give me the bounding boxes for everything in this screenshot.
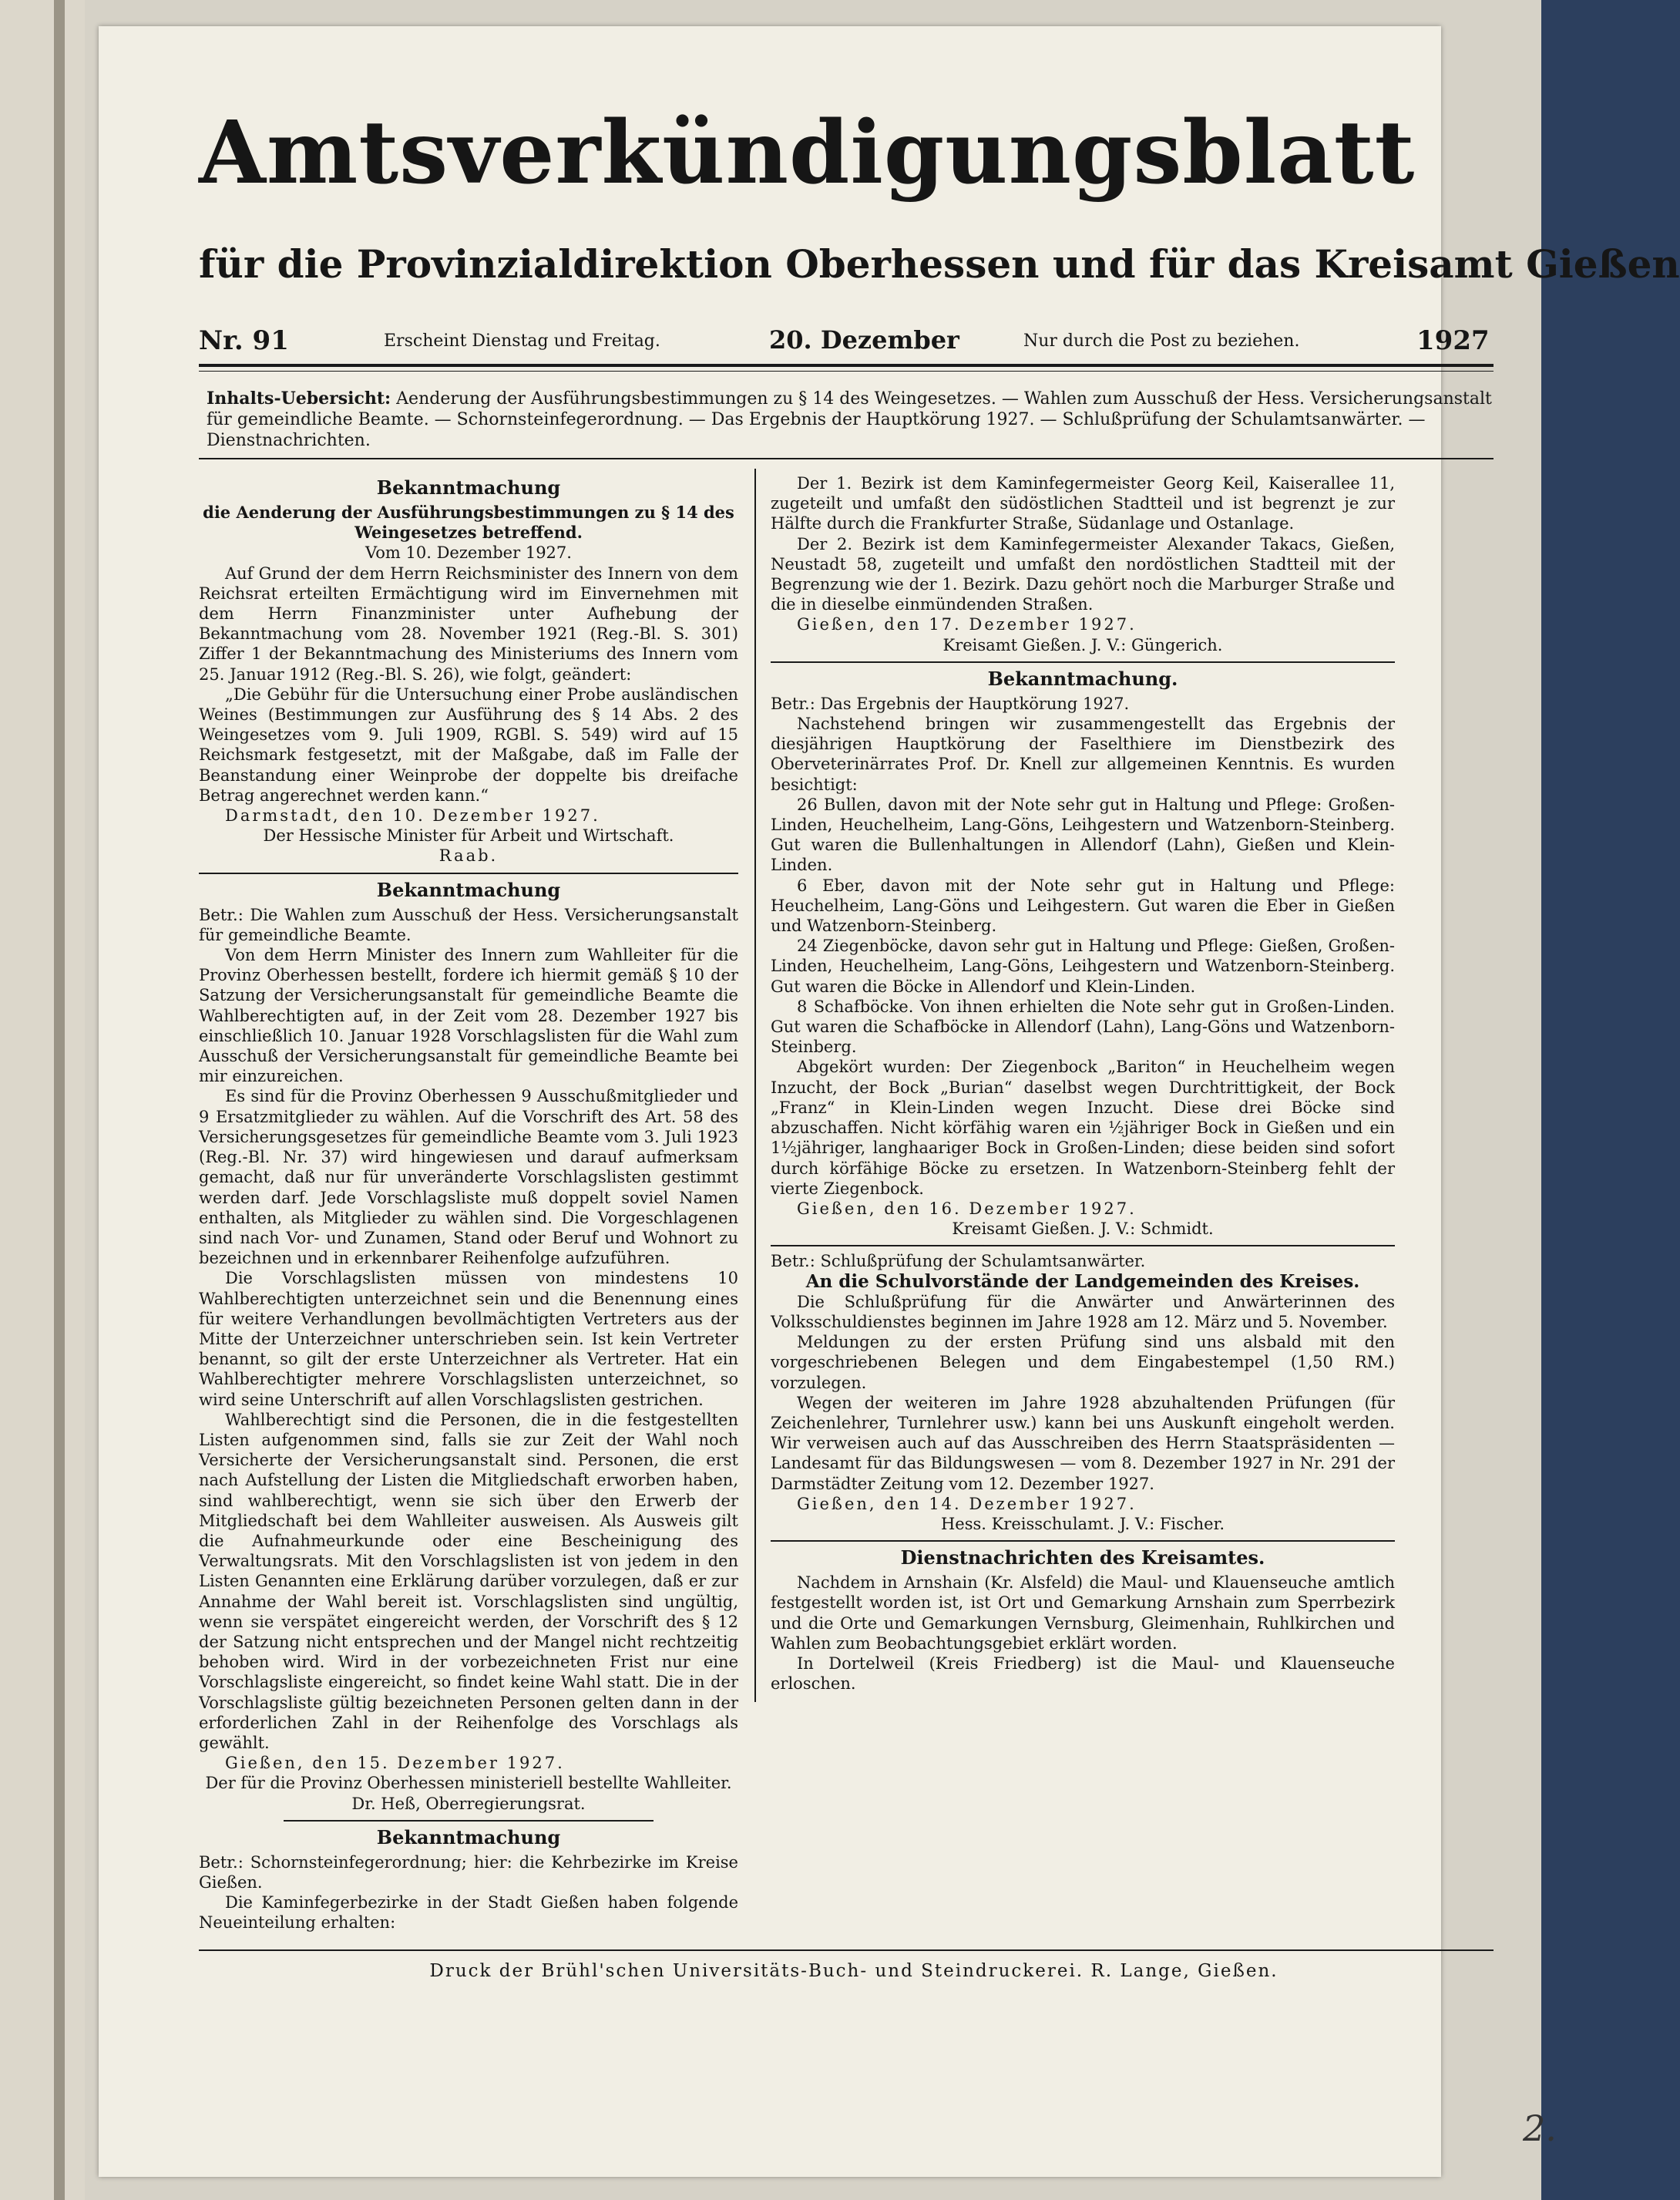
header-rule-thick <box>199 364 1494 367</box>
notice-heading: Bekanntmachung. <box>987 667 1178 690</box>
notice-paragraph: 26 Bullen, davon mit der Note sehr gut in Haltung und Pflege: Großen-Linden, Heuchelheim, Lang-Göns, Leihgestern und Watzenborn-Steinberg. Gut waren die Bullenhaltungen in Allendorf (Lahn), Gießen und Klein-Linden. <box>771 795 1395 875</box>
notice-subject: Betr.: Schornsteinfegerordnung; hier: die Kehrbezirke im Kreise Gießen. <box>199 1852 738 1892</box>
notice-paragraph: 6 Eber, davon mit der Note sehr gut in Haltung und Pflege: Heuchelheim, Lang-Göns und Leihgestern. Gut waren die Eber in Gießen und Watzenborn-Steinberg. <box>771 876 1395 936</box>
notice-teacher-exams <box>771 1251 1395 1534</box>
notice-signature: Dr. Heß, Oberregierungsrat. <box>351 1794 586 1813</box>
section-divider <box>771 1245 1395 1246</box>
notice-paragraph: In Dortelweil (Kreis Friedberg) ist die Maul- und Klauenseuche erloschen. <box>771 1653 1395 1694</box>
notice-quote: „Die Gebühr für die Untersuchung einer Probe ausländischen Weines (Bestimmungen zur Ausführung des § 14 Abs. 2 des Weingesetzes vom 9. Juli 1909, RGBl. S. 549) wird auf 15 Reichsmark festgesetzt, mit der Maßgabe, daß im Falle der Beanstandung einer Weinprobe der doppelte bis dreifache Betrag angerechnet werden kann.“ <box>199 685 738 805</box>
column-divider <box>754 469 756 1702</box>
notice-heading: Bekanntmachung <box>376 476 561 499</box>
notice-paragraph: Es sind für die Provinz Oberhessen 9 Ausschußmitglieder und 9 Ersatzmitglieder zu wählen. Auf die Vorschrift des Art. 58 des Versicherungsgesetzes für gemeindliche Beamte vom 3. Juli 1923 (Reg.-Bl. Nr. 37) wird hingewiesen und darauf aufmerksam gemacht, daß nur für unveränderte Vorschlagslisten gestimmt werden darf. Jede Vorschlagsliste muß doppelt soviel Namen enthalten, als Mitglieder zu wählen sind. Die Vorgeschlagenen sind nach Vor- und Zunamen, Stand oder Beruf und Wohnort zu bezeichnen und in erkennbarer Reihenfolge aufzuführen. <box>199 1087 738 1268</box>
notice-issuer: Der für die Provinz Oberhessen ministeriell bestellte Wahlleiter. <box>205 1774 732 1793</box>
table-of-contents <box>207 389 1494 451</box>
notice-subject: Betr.: Das Ergebnis der Hauptkörung 1927. <box>771 694 1130 713</box>
notice-place-date: Gießen, den 16. Dezember 1927. <box>797 1199 1137 1218</box>
notice-place-date: Gießen, den 17. Dezember 1927. <box>797 615 1137 634</box>
masthead-subtitle: für die Provinzialdirektion Oberhessen und für das Kreisamt Gießen <box>199 241 1680 287</box>
section-divider <box>771 661 1395 663</box>
notice-paragraph: Auf Grund der dem Herrn Reichsminister des Innern von dem Reichsrat erteilten Ermächtigung wird im Einvernehmen mit dem Herrn Finanzminister unter Aufhebung der Bekanntmachung vom 28. November 1921 (Reg.-Bl. S. 301) Ziffer 1 der Bekanntmachung des Ministeriums des Innern vom 25. Januar 1912 (Reg.-Bl. S. 26), wie folgt, geändert: <box>199 563 738 684</box>
notice-paragraph: Der 1. Bezirk ist dem Kaminfegermeister Georg Keil, Kaiserallee 11, zugeteilt und umfaßt den südöstlichen Stadtteil und ist begrenzt je zur Hälfte durch die Frankfurter Straße, Südanlage und Ostanlage. <box>771 474 1395 533</box>
notice-paragraph: Nachstehend bringen wir zusammengestellt das Ergebnis der diesjährigen Hauptkörung der Faselthiere im Dienstbezirk des Oberveterinärrates Prof. Dr. Knell zur allgemeinen Kenntnis. Es wurden besichtigt: <box>771 715 1395 794</box>
notice-livestock-inspection <box>771 668 1395 1239</box>
notice-paragraph: Von dem Herrn Minister des Innern zum Wahlleiter für die Provinz Oberhessen bestellt, fordere ich hiermit gemäß § 10 der Satzung der Versicherungsanstalt für gemeindliche Beamte die Wahlberechtigten auf, in der Zeit vom 28. Dezember 1927 bis einschließlich 10. Januar 1928 Vorschlagslisten für die Wahl zum Ausschuß der Versicherungsanstalt für gemeindliche Beamte bei mir einzureichen. <box>199 946 738 1086</box>
notice-place-date: Darmstadt, den 10. Dezember 1927. <box>225 806 600 826</box>
left-column <box>199 473 738 1933</box>
notice-wine-law <box>199 476 738 866</box>
contents-text: Aenderung der Ausführungsbestimmungen zu § 14 des Weingesetzes. — Wahlen zum Ausschuß der Hess. Versicherungsanstalt für gemeindliche Beamte. — Schornsteinfegerordnung. — Das Ergebnis der Hauptkörung 1927. — Schlußprüfung der Schulamtsanwärter. — Dienstnachrichten. <box>207 389 1492 450</box>
notice-paragraph: Nachdem in Arnshain (Kr. Alsfeld) die Maul- und Klauenseuche amtlich festgestellt worden ist, ist Ort und Gemarkung Arnshain zum Sperrbezirk und die Orte und Gemarkungen Vernsburg, Gleimenhain, Ruhlkirchen und Wahlen zum Beobachtungsgebiet erklärt worden. <box>771 1573 1395 1653</box>
notice-signature: Raab. <box>438 846 499 866</box>
page-content <box>99 26 1680 2177</box>
footer-rule <box>199 1949 1494 1951</box>
printer-imprint: Druck der Brühl'schen Universitäts-Buch- und Steindruckerei. R. Lange, Gießen. <box>429 1961 1278 1981</box>
notice-paragraph: 8 Schafböcke. Von ihnen erhielten die Note sehr gut in Großen-Linden. Gut waren die Schafböcke in Allendorf (Lahn), Lang-Göns und Watzenborn-Steinberg. <box>771 997 1395 1057</box>
issue-year: 1927 <box>1416 325 1490 356</box>
issue-frequency: Erscheint Dienstag und Freitag. <box>384 331 660 351</box>
issue-info-bar <box>199 325 1494 362</box>
notice-paragraph: 24 Ziegenböcke, davon sehr gut in Haltung und Pflege: Gießen, Großen-Linden, Heuchelheim, Lang-Göns, Leihgestern und Watzenborn-Steinberg. Gut waren die Böcke in Allendorf und Klein-Linden. <box>771 937 1395 996</box>
notice-heading: Bekanntmachung <box>376 1825 561 1848</box>
header-rule-thin <box>199 371 1494 372</box>
notice-paragraph: Die Kaminfegerbezirke in der Stadt Gießen haben folgende Neueinteilung erhalten: <box>199 1893 738 1933</box>
notice-subject: Betr.: Schlußprüfung der Schulamtsanwärter. <box>771 1252 1146 1271</box>
notice-place-date: Gießen, den 15. Dezember 1927. <box>225 1754 565 1773</box>
contents-label: Inhalts-Uebersicht: <box>207 389 391 409</box>
notice-paragraph: Die Vorschlagslisten müssen von mindestens 10 Wahlberechtigten unterzeichnet sein und die Benennung eines für weitere Verhandlungen bevollmächtigten Vertreters aus der Mitte der Unterzeichner unterschrieben sein. Ist kein Vertreter benannt, so gilt der erste Unterzeichner als Vertreter. Hat ein Wahlberechtigter mehrere Vorschlagslisten unterzeichnet, so wird seine Unterschrift auf allen Vorschlagslisten gestrichen. <box>199 1269 738 1409</box>
notice-place-date: Gießen, den 14. Dezember 1927. <box>797 1494 1137 1513</box>
notice-date: Vom 10. Dezember 1927. <box>365 543 572 563</box>
section-divider <box>771 1540 1395 1542</box>
notice-heading: Dienstnachrichten des Kreisamtes. <box>900 1546 1265 1569</box>
notice-paragraph: Meldungen zu der ersten Prüfung sind uns alsbald mit den vorgeschriebenen Belegen und dem Eingabestempel (1,50 RM.) vorzulegen. <box>771 1333 1395 1392</box>
notice-chimney-sweeps <box>199 1826 738 1933</box>
masthead-title: Amtsverkündigungsblatt <box>199 103 1416 204</box>
notice-chimney-sweeps-continued <box>771 473 1395 655</box>
notice-issuer: Der Hessische Minister für Arbeit und Wirtschaft. <box>263 826 674 846</box>
notice-paragraph: Wahlberechtigt sind die Personen, die in die festgestellten Listen aufgenommen sind, falls sie zur Zeit der Wahl noch Versicherte der Versicherungsanstalt sind. Personen, die erst nach Aufstellung der Listen die Mitgliedschaft erworben haben, sind wahlberechtigt, wenn sie sich über den Erwerb der Mitgliedschaft bei dem Wahlleiter ausweisen. Als Ausweis gilt die Aufnahmeurkunde oder eine Bescheinigung des Verwaltungsrats. Mit den Vorschlagslisten ist von jedem in den Listen Genannten eine Erklärung darüber vorzulegen, daß er zur Annahme der Wahl bereit ist. Vorschlagslisten sind ungültig, wenn sie verspätet eingereicht werden, der Vorschrift des § 12 der Satzung nicht entsprechen und der Mangel nicht rechtzeitig behoben wird. Wird in der vorbezeichneten Frist nur eine Vorschlagsliste eingereicht, so findet keine Wahl statt. Die in der Vorschlagsliste gültig bezeichneten Personen gelten dann in der erforderlichen Zahl in der Reihenfolge des Vorschlags als gewählt. <box>199 1410 738 1752</box>
notice-subject: Betr.: Die Wahlen zum Ausschuß der Hess. Versicherungsanstalt für gemeindliche Beamte. <box>199 905 738 944</box>
notice-paragraph: Die Schlußprüfung für die Anwärter und Anwärterinnen des Volksschuldienstes beginnen im Jahre 1928 am 12. März und 5. November. <box>771 1292 1395 1331</box>
issue-number: Nr. 91 <box>199 325 289 356</box>
notice-paragraph: Abgekört wurden: Der Ziegenbock „Bariton“ in Heuchelheim wegen Inzucht, der Bock „Burian“ daselbst wegen Durchtrittigkeit, der Bock „Franz“ in Klein-Linden wegen Inzucht. Diese drei Böcke sind abzuschaffen. Nicht körfähig waren ein ½jähriger Bock in Gießen und ein 1½jähriger, langhaariger Bock in Großen-Linden; diese beiden sind sofort durch körfähige Böcke zu ersetzen. In Watzenborn-Steinberg fehlt der vierte Ziegenbock. <box>771 1058 1395 1198</box>
issue-date: 20. Dezember <box>769 325 959 355</box>
book-binding <box>0 0 87 2200</box>
notice-insurance-elections <box>199 879 738 1814</box>
right-column <box>771 473 1395 1694</box>
newspaper-page <box>99 26 1680 2177</box>
notice-service-news <box>771 1546 1395 1694</box>
page-mark: 2. <box>1523 2107 1557 2149</box>
notice-heading: An die Schulvorstände der Landgemeinden des Kreises. <box>805 1270 1360 1292</box>
issue-delivery: Nur durch die Post zu beziehen. <box>1023 331 1300 351</box>
notice-signature: Kreisamt Gießen. J. V.: Schmidt. <box>952 1219 1214 1239</box>
notice-signature: Kreisamt Gießen. J. V.: Güngerich. <box>942 635 1223 654</box>
section-divider <box>199 873 738 874</box>
notice-heading: Bekanntmachung <box>376 878 561 901</box>
notice-subheading: die Aenderung der Ausführungsbestimmungen zu § 14 des Weingesetzes betreffend. <box>203 503 734 543</box>
notice-paragraph: Der 2. Bezirk ist dem Kaminfegermeister Alexander Takacs, Gießen, Neustadt 58, zugeteilt und umfaßt den nordöstlichen Stadtteil mit der Begrenzung wie der 1. Bezirk. Dazu gehört noch die Marburger Straße und die in dieselbe einmündenden Straßen. <box>771 534 1395 614</box>
contents-rule <box>199 458 1494 459</box>
notice-paragraph: Wegen der weiteren im Jahre 1928 abzuhaltenden Prüfungen (für Zeichenlehrer, Turnlehrer usw.) kann bei uns Auskunft eingeholt werden. Wir verweisen auch auf das Ausschreiben des Herrn Staatspräsidenten — Landesamt für das Bildungswesen — vom 8. Dezember 1927 in Nr. 291 der Darmstädter Zeitung vom 12. Dezember 1927. <box>771 1393 1395 1493</box>
section-divider <box>284 1820 654 1822</box>
notice-signature: Hess. Kreisschulamt. J. V.: Fischer. <box>940 1514 1225 1533</box>
